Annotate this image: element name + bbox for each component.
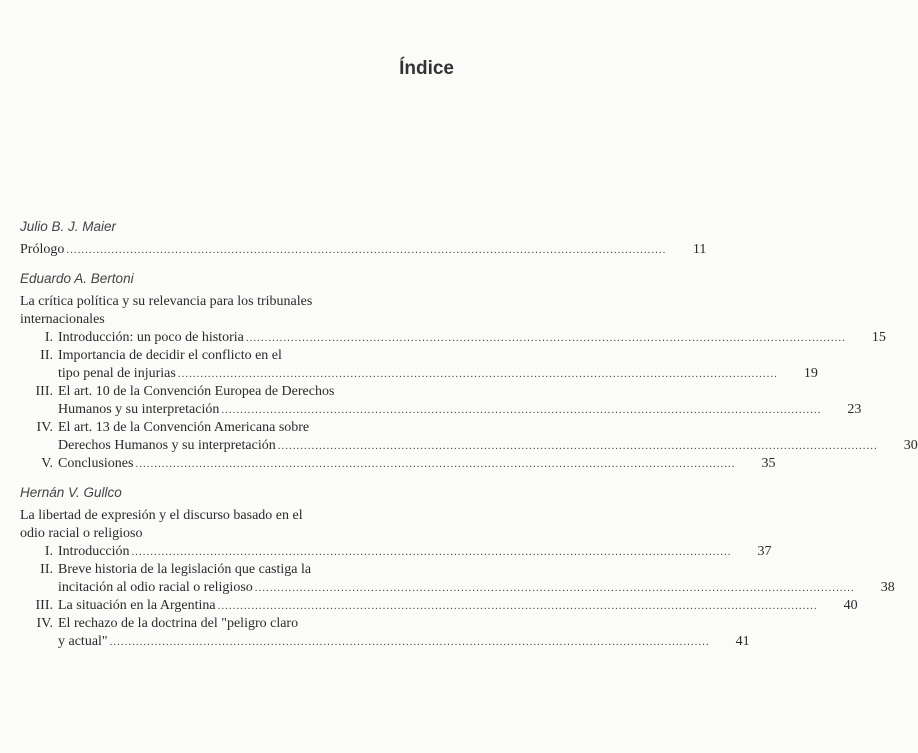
entry-text: Introducción [58,544,130,559]
entry-line [58,419,896,437]
essay-title [20,293,456,329]
entry-number: II. [40,562,53,577]
entry-text: El art. 10 de la Convención Europea de Derechos [58,384,335,399]
dot-leader [246,329,846,347]
page-number: 11 [692,242,707,257]
toc-section [20,218,707,259]
entry-number: I. [44,330,53,345]
page-number: 30 [903,438,918,453]
page-number: 37 [757,544,772,559]
toc-entry[interactable] [20,347,818,383]
entry-body [20,241,706,259]
entry-text: incitación al odio racial o religioso [58,580,253,595]
entry-line [58,365,818,383]
entry-text: El art. 13 de la Convención Americana sobre [58,420,310,435]
author-name: Hernán V. Gullco [20,485,122,500]
entry-line [58,561,873,579]
entry-text: y actual" [58,634,108,649]
page-number: 19 [803,366,818,381]
page-number: 38 [880,580,895,595]
entry-body [58,383,861,419]
essay-title-line: odio racial o religioso [20,526,143,541]
entry-text: La situación en la Argentina [58,598,216,613]
entry-number: I. [44,544,53,559]
entry-number: IV. [36,616,53,631]
entry-body [58,543,772,561]
page-number: 23 [847,402,862,417]
dot-leader [110,633,710,651]
entry-body [58,455,775,473]
toc-entry[interactable] [20,383,862,419]
toc-section [20,484,895,651]
entry-body [58,597,858,615]
entry-line [58,597,858,615]
entry-line [58,455,776,473]
dot-leader [221,401,821,419]
table-of-contents [20,218,918,662]
entry-body [58,347,818,383]
dot-leader [255,579,855,597]
page-number: 40 [843,598,858,613]
entry-text: Humanos y su interpretación [58,402,220,417]
essay-title-line: La crítica política y su relevancia para los tribunales [20,294,313,309]
entry-line [58,329,886,347]
entry-number: III. [35,384,53,399]
toc-entry[interactable] [20,241,707,259]
entry-text: Conclusiones [58,456,134,471]
toc-entry[interactable] [20,561,895,597]
entry-number: V. [41,456,53,471]
entry-text: Derechos Humanos y su interpretación [58,438,276,453]
entry-number: III. [35,598,53,613]
entry-line [58,633,750,651]
toc-entry[interactable] [20,329,886,347]
toc-entry[interactable] [20,419,918,455]
page-number: 35 [761,456,776,471]
entry-number: IV. [36,420,53,435]
entry-line [58,543,772,561]
author-name: Julio B. J. Maier [20,219,117,234]
dot-leader [135,455,735,473]
entry-text: Breve historia de la legislación que castiga la [58,562,312,577]
essay-title [20,507,456,543]
entry-body [58,615,750,651]
toc-entry[interactable] [20,543,772,561]
entry-line [58,579,895,597]
entry-body [58,329,886,347]
page-number: 41 [735,634,750,649]
toc-section [20,270,918,473]
entry-line [58,401,862,419]
entry-text: Prólogo [20,242,65,257]
dot-leader [278,437,878,455]
toc-entry[interactable] [20,597,858,615]
dot-leader [178,365,778,383]
entry-line [58,437,918,455]
entry-line [58,383,839,401]
entry-text: Introducción: un poco de historia [58,330,244,345]
essay-title-line: La libertad de expresión y el discurso basado en el [20,508,303,523]
entry-line [20,241,707,259]
page-number: 15 [871,330,886,345]
entry-line [58,347,796,365]
entry-text: tipo penal de injurias [58,366,176,381]
entry-number: II. [40,348,53,363]
dot-leader [66,241,666,259]
entry-text: Importancia de decidir el conflicto en el [58,348,282,363]
toc-entry[interactable] [20,455,776,473]
toc-entry[interactable] [20,615,750,651]
entry-body [58,561,895,597]
entry-text: El rechazo de la doctrina del "peligro claro [58,616,299,631]
page-title: Índice [399,58,454,79]
author-name: Eduardo A. Bertoni [20,271,134,286]
entry-line [58,615,728,633]
dot-leader [132,543,732,561]
dot-leader [218,597,818,615]
essay-title-line: internacionales [20,312,105,327]
entry-body [58,419,918,455]
